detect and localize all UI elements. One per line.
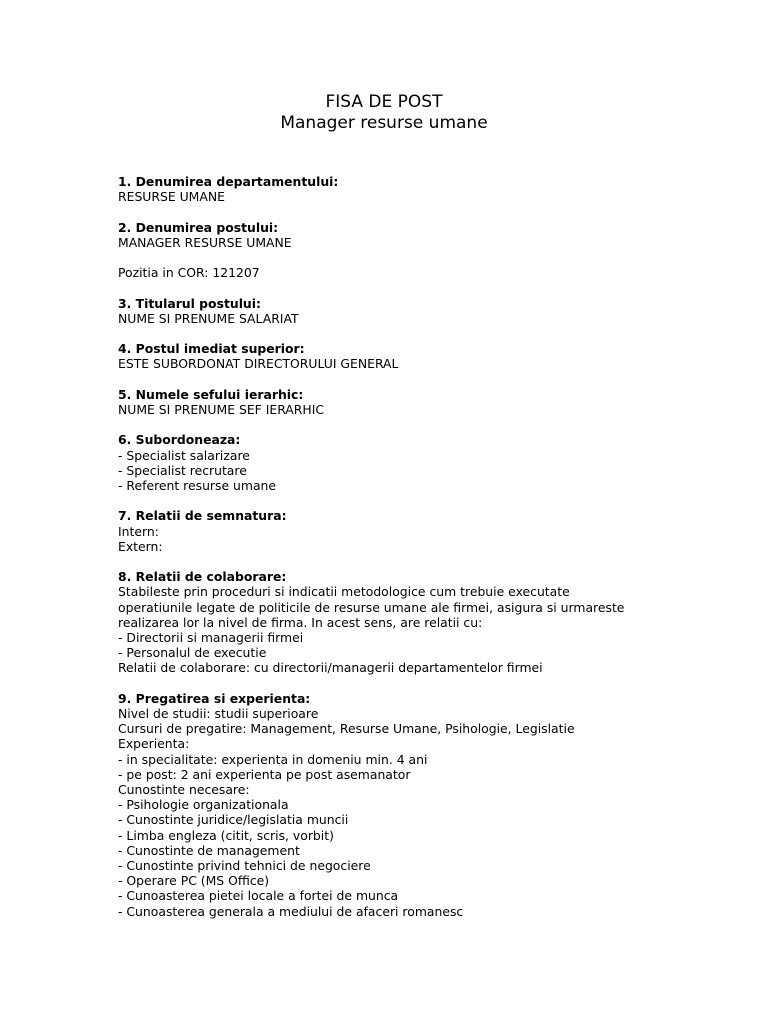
- section-line: NUME SI PRENUME SALARIAT: [118, 310, 299, 326]
- section-heading: 8. Relatii de colaborare:: [118, 569, 287, 585]
- section-line: Intern:: [118, 523, 159, 539]
- section: [118, 387, 738, 417]
- section-line: Pozitia in COR: 121207: [118, 265, 260, 281]
- section-line: - pe post: 2 ani experienta pe post asemanator: [118, 766, 411, 782]
- section-line: - Limba engleza (citit, scris, vorbit): [118, 827, 334, 843]
- section: [118, 296, 738, 326]
- section-heading: 4. Postul imediat superior:: [118, 341, 305, 357]
- section: [118, 341, 738, 371]
- document-title: FISA DE POST: [325, 92, 443, 112]
- section: [118, 265, 738, 280]
- title-block: [0, 92, 768, 134]
- section: [118, 508, 738, 554]
- section-line: - Cunostinte juridice/legislatia muncii: [118, 812, 349, 828]
- section-line: - Psihologie organizationala: [118, 797, 289, 813]
- section-line: - Personalul de executie: [118, 645, 267, 661]
- section: [118, 432, 738, 493]
- section-heading: 3. Titularul postului:: [118, 295, 261, 311]
- section-line: Experienta:: [118, 736, 190, 752]
- section-heading: 2. Denumirea postului:: [118, 219, 279, 235]
- section-heading: 9. Pregatirea si experienta:: [118, 690, 311, 706]
- section-line: Stabileste prin proceduri si indicatii metodologice cum trebuie executate: [118, 584, 570, 600]
- section-heading: 6. Subordoneaza:: [118, 432, 241, 448]
- section-line: Cursuri de pregatire: Management, Resurse Umane, Psihologie, Legislatie: [118, 721, 575, 737]
- section-line: - Cunostinte privind tehnici de negociere: [118, 858, 371, 873]
- section-line: - Directorii si managerii firmei: [118, 629, 304, 645]
- section: [118, 174, 738, 204]
- section-line: Extern:: [118, 538, 163, 554]
- section-line: realizarea lor la nivel de firma. In acest sens, are relatii cu:: [118, 614, 483, 630]
- section-line: Cunostinte necesare:: [118, 781, 250, 797]
- section-line: ESTE SUBORDONAT DIRECTORULUI GENERAL: [118, 356, 399, 372]
- document-subtitle: Manager resurse umane: [280, 113, 488, 133]
- section-line: operatiunile legate de politicile de resurse umane ale firmei, asigura si urmareste: [118, 599, 625, 615]
- section-line: Relatii de colaborare: cu directorii/managerii departamentelor firmei: [118, 660, 543, 676]
- section-line: - Cunoasterea generala a mediului de afaceri romanesc: [118, 903, 464, 919]
- section: [118, 691, 738, 919]
- section-line: Nivel de studii: studii superioare: [118, 705, 319, 721]
- section-line: - Cunostinte de management: [118, 842, 300, 858]
- section: [118, 569, 738, 675]
- section-line: - in specialitate: experienta in domeniu min. 4 ani: [118, 751, 428, 767]
- section-heading: 5. Numele sefului ierarhic:: [118, 386, 304, 402]
- section-line: - Referent resurse umane: [118, 477, 277, 493]
- section-line: NUME SI PRENUME SEF IERARHIC: [118, 401, 325, 417]
- section-heading: 1. Denumirea departamentului:: [118, 174, 339, 189]
- section-heading: 7. Relatii de semnatura:: [118, 508, 287, 524]
- section-line: - Cunoasterea pietei locale a fortei de munca: [118, 888, 399, 904]
- section-line: - Specialist recrutare: [118, 462, 247, 478]
- document-body: [118, 174, 738, 919]
- section-line: - Operare PC (MS Office): [118, 873, 270, 889]
- section-line: MANAGER RESURSE UMANE: [118, 234, 292, 250]
- section-line: - Specialist salarizare: [118, 447, 250, 463]
- section: [118, 220, 738, 250]
- section-line: RESURSE UMANE: [118, 189, 225, 205]
